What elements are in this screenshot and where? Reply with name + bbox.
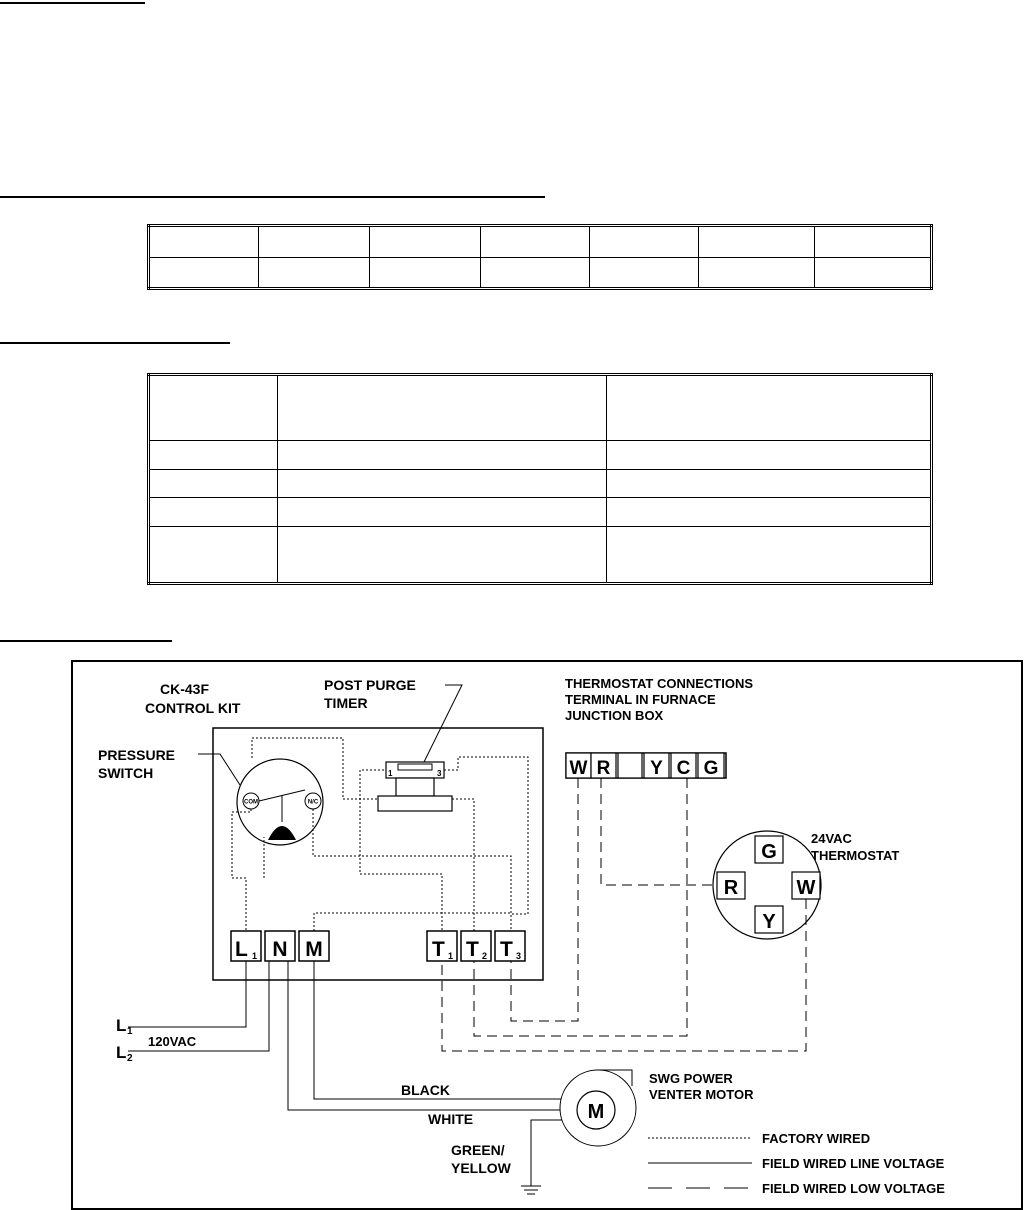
supply-l2-sub: 2 — [127, 1053, 133, 1064]
thermostat-label: 24VAC — [811, 831, 852, 846]
svg-text:R: R — [596, 758, 611, 779]
terminal-m — [299, 931, 329, 961]
svg-text:R: R — [723, 877, 739, 899]
pressure-switch-label-2: SWITCH — [98, 765, 154, 781]
svg-text:2: 2 — [482, 951, 488, 961]
svg-text:1: 1 — [252, 951, 258, 961]
timer-mount — [378, 796, 452, 811]
com-label: COM — [244, 799, 258, 806]
legend — [648, 1131, 945, 1196]
motor-symbol: M — [587, 1101, 605, 1123]
supply-l1-sub: 1 — [127, 1026, 133, 1037]
thermostat-connections-label-2: TERMINAL IN FURNACE — [565, 692, 716, 707]
legend-low-voltage: FIELD WIRED LOW VOLTAGE — [762, 1181, 945, 1196]
svg-text:N: N — [272, 938, 288, 961]
svg-text:G: G — [761, 841, 777, 863]
thermostat-connections-label-3: JUNCTION BOX — [565, 708, 664, 723]
timer-label-2: TIMER — [324, 695, 368, 711]
svg-text:G: G — [703, 758, 719, 779]
svg-text:T: T — [432, 938, 445, 961]
junction-terminal-y — [644, 753, 669, 779]
svg-text:T: T — [500, 938, 513, 961]
pressure-switch-leader — [198, 754, 240, 785]
svg-text:Y: Y — [762, 911, 776, 933]
svg-text:C: C — [676, 758, 691, 779]
junction-terminal-r — [591, 753, 616, 779]
svg-text:M: M — [305, 938, 323, 961]
thermostat-terminal-r — [717, 872, 745, 899]
svg-text:L: L — [235, 938, 248, 961]
terminal-t1 — [427, 931, 457, 961]
timer-base — [396, 778, 434, 796]
motor-label: SWG POWER — [649, 1071, 733, 1086]
junction-terminal-g — [698, 753, 724, 779]
svg-text:3: 3 — [516, 951, 522, 961]
pressure-switch-label: PRESSURE — [98, 747, 176, 763]
black-wire-label: BLACK — [401, 1082, 450, 1098]
timer-pin-3: 3 — [437, 769, 442, 778]
kit-subtitle: CONTROL KIT — [145, 700, 241, 716]
line-voltage-wiring — [128, 961, 579, 1194]
terminal-n — [265, 931, 295, 961]
motor-label-2: VENTER MOTOR — [649, 1087, 754, 1102]
supply-voltage-label: 120VAC — [148, 1034, 197, 1049]
timer-leader — [424, 685, 462, 762]
junction-terminal-w — [566, 753, 591, 779]
timer-label: POST PURGE — [324, 677, 416, 693]
junction-terminal-c — [671, 753, 696, 779]
kit-title: CK-43F — [160, 681, 210, 697]
svg-text:1: 1 — [448, 951, 454, 961]
ground-wire-label-2: YELLOW — [451, 1160, 511, 1176]
terminal-t3 — [495, 931, 525, 961]
supply-l2-label: L — [116, 1043, 127, 1062]
white-wire-label: WHITE — [428, 1111, 474, 1127]
nc-label: N/C — [307, 799, 319, 806]
thermostat-terminal-y — [755, 906, 783, 933]
diagram-frame — [72, 661, 1022, 1209]
svg-text:W: W — [569, 758, 588, 779]
timer-top — [398, 764, 432, 770]
terminal-l1 — [231, 931, 261, 961]
svg-text:T: T — [466, 938, 479, 961]
svg-text:W: W — [796, 877, 816, 899]
timer-pin-1: 1 — [388, 769, 393, 778]
legend-factory: FACTORY WIRED — [762, 1131, 871, 1146]
thermostat-connections-label: THERMOSTAT CONNECTIONS — [565, 676, 754, 691]
svg-text:Y: Y — [650, 758, 663, 779]
terminal-t2 — [461, 931, 491, 961]
ground-wire-label: GREEN/ — [451, 1142, 505, 1158]
junction-terminal-blank — [618, 753, 642, 778]
thermostat-label-2: THERMOSTAT — [811, 848, 900, 863]
thermostat-terminal-w — [792, 872, 820, 899]
thermostat-terminal-g — [755, 836, 783, 863]
legend-line-voltage: FIELD WIRED LINE VOLTAGE — [762, 1156, 945, 1171]
supply-l1-label: L — [116, 1016, 127, 1035]
